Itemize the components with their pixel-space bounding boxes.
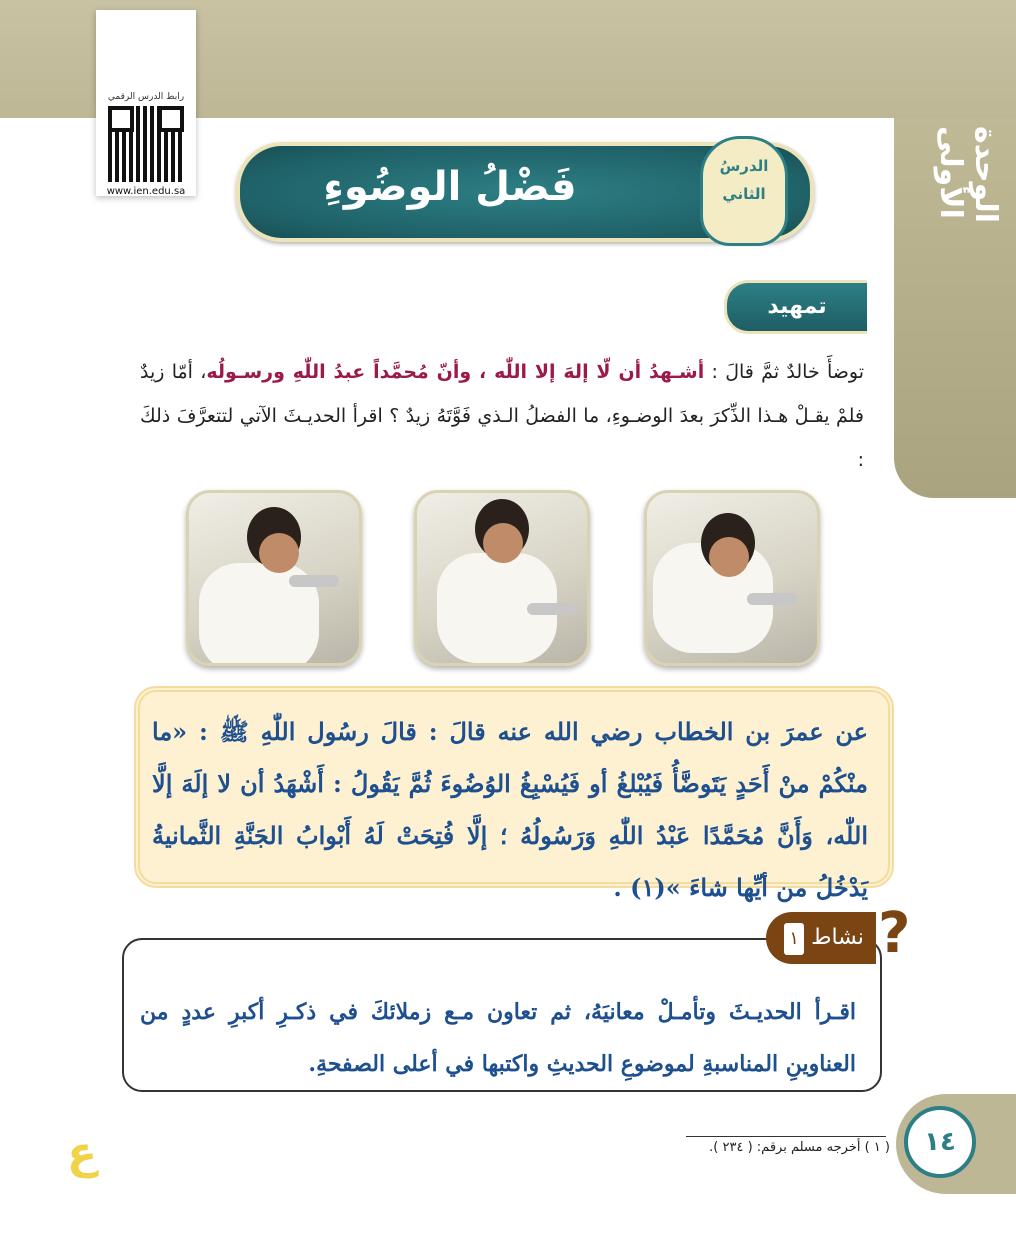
intro-paragraph bbox=[140, 350, 864, 482]
qr-card[interactable] bbox=[96, 10, 196, 196]
qr-code-icon[interactable] bbox=[108, 106, 184, 182]
photo-mouth-rinse bbox=[414, 490, 590, 666]
page-number: ١٤ bbox=[904, 1106, 976, 1178]
footnote-divider bbox=[686, 1136, 886, 1137]
photo-hand-wash bbox=[644, 490, 820, 666]
qr-url[interactable]: www.ien.edu.sa bbox=[106, 186, 186, 197]
publisher-logo-icon: ع bbox=[66, 1128, 98, 1179]
photo-arm-wash bbox=[186, 490, 362, 666]
unit-title: الوحدة الأولى bbox=[933, 126, 1003, 224]
intro-highlight: أشـهدُ أن لّا إلهَ إلا اللّٰه ، وأنّ مُحمَّداً عبدُ اللّٰهِ ورسـولُه bbox=[206, 361, 705, 383]
activity-text: اقـرأ الحديـثَ وتأمـلْ معانيَهُ، ثم تعاون مـع زملائكَ في ذكـرِ أكبرِ عددٍ من العناوينِ المناسبةِ لموضوعِ الحديثِ واكتبها في أعلى الصفحةِ. bbox=[140, 999, 856, 1077]
lesson-badge-line1: الدرسُ bbox=[719, 157, 769, 175]
activity-label-text: نشاط bbox=[811, 925, 864, 950]
activity-number: ١ bbox=[784, 923, 804, 955]
hadith-text: عن عمرَ بن الخطاب رضي الله عنه قالَ : قالَ رسُول اللّٰهِ ﷺ : «ما منْكُمْ منْ أَحَدٍ يَتَوضَّأُ فَيُبْلغُ أو فَيُسْبِغُ الوُضُوءَ ثُمَّ يَقُولُ : أَشْهَدُ أن لا إلَهَ إلَّا اللّٰه، وَأَنَّ مُحَمَّدًا عَبْدُ اللّٰهِ وَرَسُولُهُ ؛ إلَّا فُتِحَتْ لَهُ أَبْوابُ الجَنَّةِ الثَّمانيةُ يَدْخُلُ من أيِّها شاءَ »(١) . bbox=[152, 717, 868, 902]
question-mark-icon: ? bbox=[878, 901, 911, 966]
footnote: ( ١ ) أخرجه مسلم برقم: ( ٢٣٤ ). bbox=[709, 1140, 890, 1155]
qr-label: رابط الدرس الرقمي bbox=[107, 92, 185, 102]
activity-label bbox=[766, 912, 876, 964]
lesson-badge bbox=[700, 136, 788, 246]
lesson-badge-line2: الثاني bbox=[722, 185, 766, 203]
lesson-title: فَضْلُ الوضُوءِ bbox=[323, 164, 577, 210]
intro-heading: تمهيد bbox=[724, 280, 867, 334]
intro-text-after: ، أمّا زيدٌ فلمْ يقـلْ هـذا الذِّكرَ بعدَ الوضـوءِ، ما الفضلُ الـذي فَوَّتَهُ زيدٌ ؟ اقرأ الحديـثَ الآتي لتتعرَّفَ ذلكَ : bbox=[140, 361, 864, 471]
intro-text-before: توضأَ خالدٌ ثمَّ قالَ : bbox=[704, 361, 864, 383]
